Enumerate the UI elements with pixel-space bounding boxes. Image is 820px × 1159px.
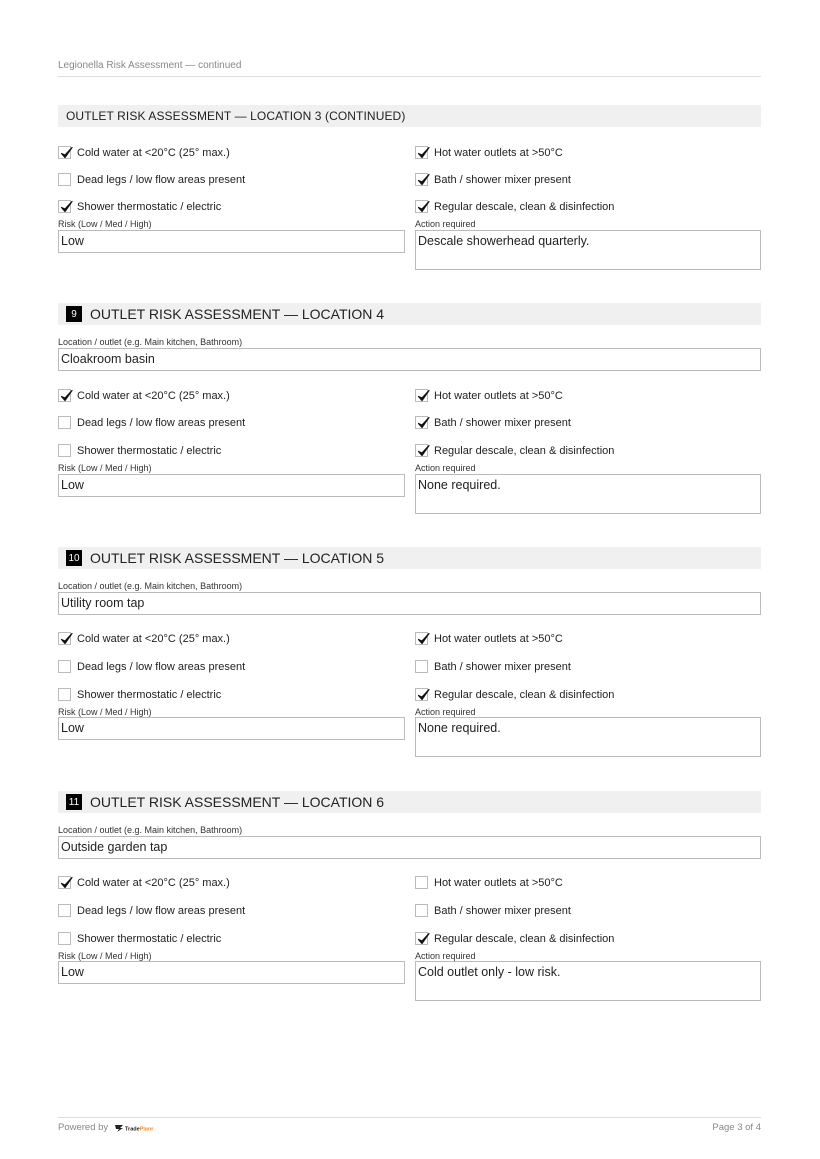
checkbox-row-mixer[interactable] [415, 173, 571, 186]
checkbox-label: Cold water at <20°C (25° max.) [77, 632, 230, 645]
checkbox-label: Shower thermostatic / electric [77, 200, 222, 213]
section-header-location-4 [58, 303, 761, 325]
section-header-location-6 [58, 791, 761, 813]
location-label: Location / outlet (e.g. Main kitchen, Bathroom) [58, 337, 243, 347]
checkbox-label: Bath / shower mixer present [434, 904, 571, 917]
checkmark-icon [416, 687, 431, 702]
checkbox-row-hot[interactable] [415, 146, 563, 159]
checkmark-icon [416, 931, 431, 946]
location-field[interactable]: Cloakroom basin [58, 348, 761, 371]
action-field[interactable]: Descale showerhead quarterly. [415, 230, 761, 270]
checkbox-descale[interactable] [415, 932, 428, 945]
checkbox-label: Shower thermostatic / electric [77, 688, 222, 701]
checkbox-label: Hot water outlets at >50°C [434, 389, 563, 402]
checkmark-icon [416, 415, 431, 430]
checkbox-cold[interactable] [58, 632, 71, 645]
checkbox-label: Hot water outlets at >50°C [434, 876, 563, 889]
footer-powered-by [58, 1122, 155, 1133]
checkbox-label: Dead legs / low flow areas present [77, 173, 246, 186]
checkbox-row-deadlegs[interactable] [58, 904, 245, 917]
footer-divider [58, 1117, 761, 1118]
checkbox-deadlegs[interactable] [58, 904, 71, 917]
checkmark-icon [416, 145, 431, 160]
checkbox-row-deadlegs[interactable] [58, 660, 245, 673]
powered-by-text: Powered by [58, 1122, 109, 1133]
checkbox-hot[interactable] [415, 389, 428, 402]
checkbox-row-mixer[interactable] [415, 904, 571, 917]
location-label: Location / outlet (e.g. Main kitchen, Bathroom) [58, 825, 243, 835]
checkbox-cold[interactable] [58, 876, 71, 889]
checkbox-label: Dead legs / low flow areas present [77, 660, 246, 673]
risk-field[interactable]: Low [58, 230, 405, 253]
action-label: Action required [415, 219, 476, 229]
checkbox-label: Regular descale, clean & disinfection [434, 688, 615, 701]
checkmark-icon [59, 145, 74, 160]
action-field[interactable]: Cold outlet only - low risk. [415, 961, 761, 1001]
checkbox-mixer[interactable] [415, 416, 428, 429]
checkbox-deadlegs[interactable] [58, 416, 71, 429]
checkbox-row-shower[interactable] [58, 200, 221, 213]
action-field[interactable]: None required. [415, 717, 761, 757]
section-number-badge: 10 [66, 550, 82, 566]
checkbox-row-deadlegs[interactable] [58, 173, 245, 186]
checkbox-row-hot[interactable] [415, 876, 563, 889]
checkbox-descale[interactable] [415, 688, 428, 701]
page-number: Page 3 of 4 [712, 1122, 761, 1133]
checkbox-label: Regular descale, clean & disinfection [434, 444, 615, 457]
checkmark-icon [416, 388, 431, 403]
section-header-location-3 [58, 105, 761, 127]
checkbox-row-deadlegs[interactable] [58, 416, 245, 429]
checkmark-icon [416, 199, 431, 214]
location-field[interactable]: Utility room tap [58, 592, 761, 615]
checkmark-icon [416, 443, 431, 458]
action-label: Action required [415, 707, 476, 717]
risk-field[interactable]: Low [58, 474, 405, 497]
checkbox-row-cold[interactable] [58, 632, 230, 645]
checkbox-deadlegs[interactable] [58, 660, 71, 673]
checkbox-mixer[interactable] [415, 660, 428, 673]
checkbox-cold[interactable] [58, 146, 71, 159]
section-header-location-5 [58, 547, 761, 569]
action-label: Action required [415, 463, 476, 473]
checkbox-row-cold[interactable] [58, 389, 230, 402]
risk-field[interactable]: Low [58, 717, 405, 740]
checkbox-row-descale[interactable] [415, 932, 614, 945]
brand-logo [115, 1123, 155, 1133]
checkbox-row-shower[interactable] [58, 932, 221, 945]
checkbox-label: Bath / shower mixer present [434, 660, 571, 673]
section-title: OUTLET RISK ASSESSMENT — LOCATION 6 [90, 794, 385, 810]
checkbox-label: Cold water at <20°C (25° max.) [77, 146, 230, 159]
section-title: OUTLET RISK ASSESSMENT — LOCATION 3 (CONTINUED) [66, 109, 406, 123]
checkbox-label: Hot water outlets at >50°C [434, 632, 563, 645]
risk-label: Risk (Low / Med / High) [58, 219, 152, 229]
section-number-badge: 11 [66, 794, 82, 810]
checkbox-row-mixer[interactable] [415, 416, 571, 429]
checkbox-descale[interactable] [415, 200, 428, 213]
checkbox-label: Dead legs / low flow areas present [77, 416, 246, 429]
checkbox-cold[interactable] [58, 389, 71, 402]
checkmark-icon [59, 388, 74, 403]
checkbox-row-shower[interactable] [58, 444, 221, 457]
checkbox-mixer[interactable] [415, 173, 428, 186]
document-page [58, 0, 761, 1159]
checkbox-row-descale[interactable] [415, 200, 614, 213]
checkbox-label: Cold water at <20°C (25° max.) [77, 876, 230, 889]
section-number-badge: 9 [66, 306, 82, 322]
header-divider [58, 76, 761, 77]
svg-text:TradePlanr: TradePlanr [125, 1126, 154, 1132]
checkbox-row-cold[interactable] [58, 876, 230, 889]
checkbox-label: Bath / shower mixer present [434, 173, 571, 186]
risk-label: Risk (Low / Med / High) [58, 707, 152, 717]
checkbox-label: Cold water at <20°C (25° max.) [77, 389, 230, 402]
checkbox-row-hot[interactable] [415, 389, 563, 402]
checkbox-hot[interactable] [415, 632, 428, 645]
checkbox-hot[interactable] [415, 876, 428, 889]
checkbox-descale[interactable] [415, 444, 428, 457]
section-title: OUTLET RISK ASSESSMENT — LOCATION 5 [90, 550, 385, 566]
checkbox-row-mixer[interactable] [415, 660, 571, 673]
checkbox-row-descale[interactable] [415, 688, 614, 701]
location-label: Location / outlet (e.g. Main kitchen, Bathroom) [58, 581, 243, 591]
risk-field[interactable]: Low [58, 961, 405, 984]
checkmark-icon [416, 172, 431, 187]
checkbox-label: Regular descale, clean & disinfection [434, 932, 615, 945]
checkbox-label: Bath / shower mixer present [434, 416, 571, 429]
checkbox-shower[interactable] [58, 932, 71, 945]
checkmark-icon [59, 875, 74, 890]
running-header: Legionella Risk Assessment — continued [58, 60, 242, 71]
checkmark-icon [416, 631, 431, 646]
risk-label: Risk (Low / Med / High) [58, 463, 152, 473]
checkbox-shower[interactable] [58, 200, 71, 213]
checkbox-label: Hot water outlets at >50°C [434, 146, 563, 159]
checkbox-label: Shower thermostatic / electric [77, 444, 222, 457]
risk-label: Risk (Low / Med / High) [58, 951, 152, 961]
checkbox-deadlegs[interactable] [58, 173, 71, 186]
checkbox-label: Shower thermostatic / electric [77, 932, 222, 945]
section-title: OUTLET RISK ASSESSMENT — LOCATION 4 [90, 306, 385, 322]
checkmark-icon [59, 199, 74, 214]
action-field[interactable]: None required. [415, 474, 761, 514]
checkbox-row-hot[interactable] [415, 632, 563, 645]
action-label: Action required [415, 951, 476, 961]
location-field[interactable]: Outside garden tap [58, 836, 761, 859]
checkbox-shower[interactable] [58, 688, 71, 701]
checkbox-shower[interactable] [58, 444, 71, 457]
checkbox-hot[interactable] [415, 146, 428, 159]
checkmark-icon [59, 631, 74, 646]
brand-logo-icon [115, 1123, 155, 1133]
checkbox-label: Dead legs / low flow areas present [77, 904, 246, 917]
checkbox-mixer[interactable] [415, 904, 428, 917]
checkbox-row-shower[interactable] [58, 688, 221, 701]
checkbox-row-cold[interactable] [58, 146, 230, 159]
checkbox-row-descale[interactable] [415, 444, 614, 457]
checkbox-label: Regular descale, clean & disinfection [434, 200, 615, 213]
